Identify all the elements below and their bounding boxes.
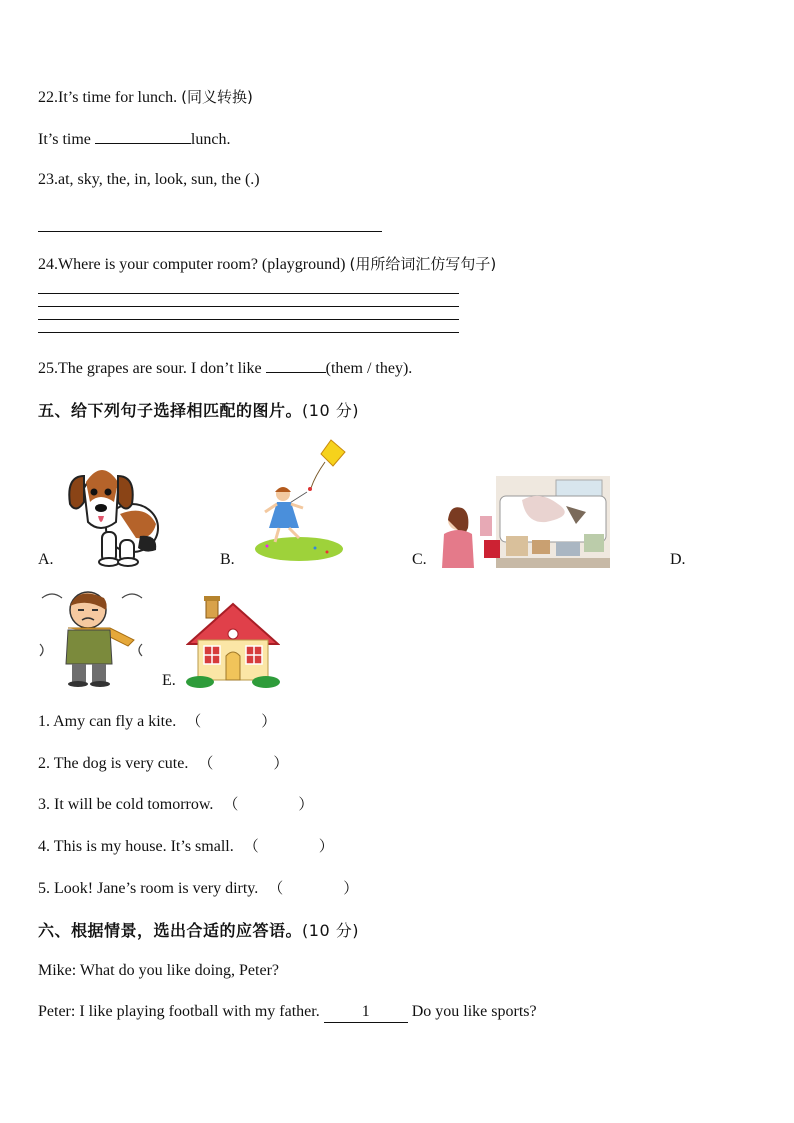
dog-picture — [60, 452, 162, 568]
option-label-b: B. — [220, 551, 235, 568]
answer-paren[interactable]: （ ） — [223, 795, 314, 813]
dialog-text: Do you like sports? — [411, 1003, 537, 1020]
item-text: 3. It will be cold tomorrow. — [38, 796, 214, 813]
section-5-heading — [38, 398, 359, 421]
question-text: at, sky, the, in, look, sun, the (.) — [58, 171, 260, 188]
answer-suffix: lunch. — [190, 131, 231, 148]
answer-paren[interactable]: （ ） — [243, 837, 334, 855]
section-6-heading — [38, 918, 359, 941]
blank-number: 1 — [361, 1003, 370, 1020]
matching-item-5 — [38, 878, 358, 899]
item-text: 4. This is my house. It’s small. — [38, 838, 234, 855]
cold-boy-picture — [38, 584, 148, 688]
matching-item-1 — [38, 711, 276, 732]
answer-line-22 — [38, 129, 230, 150]
fill-in-blank[interactable] — [95, 129, 191, 144]
question-text: It’s time for lunch. — [58, 89, 178, 106]
option-label-d: D. — [670, 551, 686, 568]
question-options: (them / they). — [325, 360, 413, 377]
question-number: 24. — [38, 256, 58, 273]
question-24 — [38, 254, 496, 275]
dialog-blank[interactable] — [324, 1002, 408, 1023]
item-text: 2. The dog is very cute. — [38, 755, 189, 772]
question-text: The grapes are sour. I don’t like — [58, 360, 262, 377]
question-instruction: (同义转换) — [181, 88, 253, 106]
question-instruction: (用所给词汇仿写句子) — [349, 255, 497, 273]
question-number: 25. — [38, 360, 58, 377]
answer-line-24-3[interactable] — [38, 319, 459, 320]
dialog-line-mike: Mike: What do you like doing, Peter? — [38, 962, 279, 979]
question-25 — [38, 358, 412, 379]
dialog-text: Peter: I like playing football with my father. — [38, 1003, 320, 1020]
girl-flying-kite-picture — [255, 436, 347, 562]
question-23 — [38, 170, 260, 190]
item-text: 1. Amy can fly a kite. — [38, 713, 177, 730]
section-points: (10 分) — [302, 921, 359, 940]
option-label-e: E. — [162, 672, 176, 689]
answer-line-24-4[interactable] — [38, 332, 459, 333]
question-number: 23. — [38, 171, 58, 188]
answer-paren[interactable]: （ ） — [268, 879, 359, 897]
matching-item-4 — [38, 836, 334, 857]
messy-room-picture — [436, 476, 610, 568]
answer-line-24-2[interactable] — [38, 306, 459, 307]
question-22 — [38, 87, 253, 108]
matching-item-3 — [38, 794, 313, 815]
option-label-c: C. — [412, 551, 427, 568]
answer-line-24-1[interactable] — [38, 293, 459, 294]
answer-paren[interactable]: （ ） — [186, 712, 277, 730]
fill-in-blank[interactable] — [266, 358, 326, 373]
small-house-picture — [186, 594, 280, 688]
matching-item-2 — [38, 753, 288, 774]
section-title: 五、给下列句子选择相匹配的图片。 — [38, 401, 303, 420]
section-points: (10 分) — [302, 401, 359, 420]
answer-line-23[interactable] — [38, 231, 382, 232]
option-label-a: A. — [38, 551, 54, 568]
section-title: 六、根据情景，选出合适的应答语。 — [38, 921, 303, 940]
answer-prefix: It’s time — [38, 131, 91, 148]
dialog-line-peter — [38, 1002, 537, 1023]
question-number: 22. — [38, 89, 58, 106]
item-text: 5. Look! Jane’s room is very dirty. — [38, 880, 259, 897]
question-text: Where is your computer room? (playground) — [58, 256, 346, 273]
answer-paren[interactable]: （ ） — [198, 754, 289, 772]
